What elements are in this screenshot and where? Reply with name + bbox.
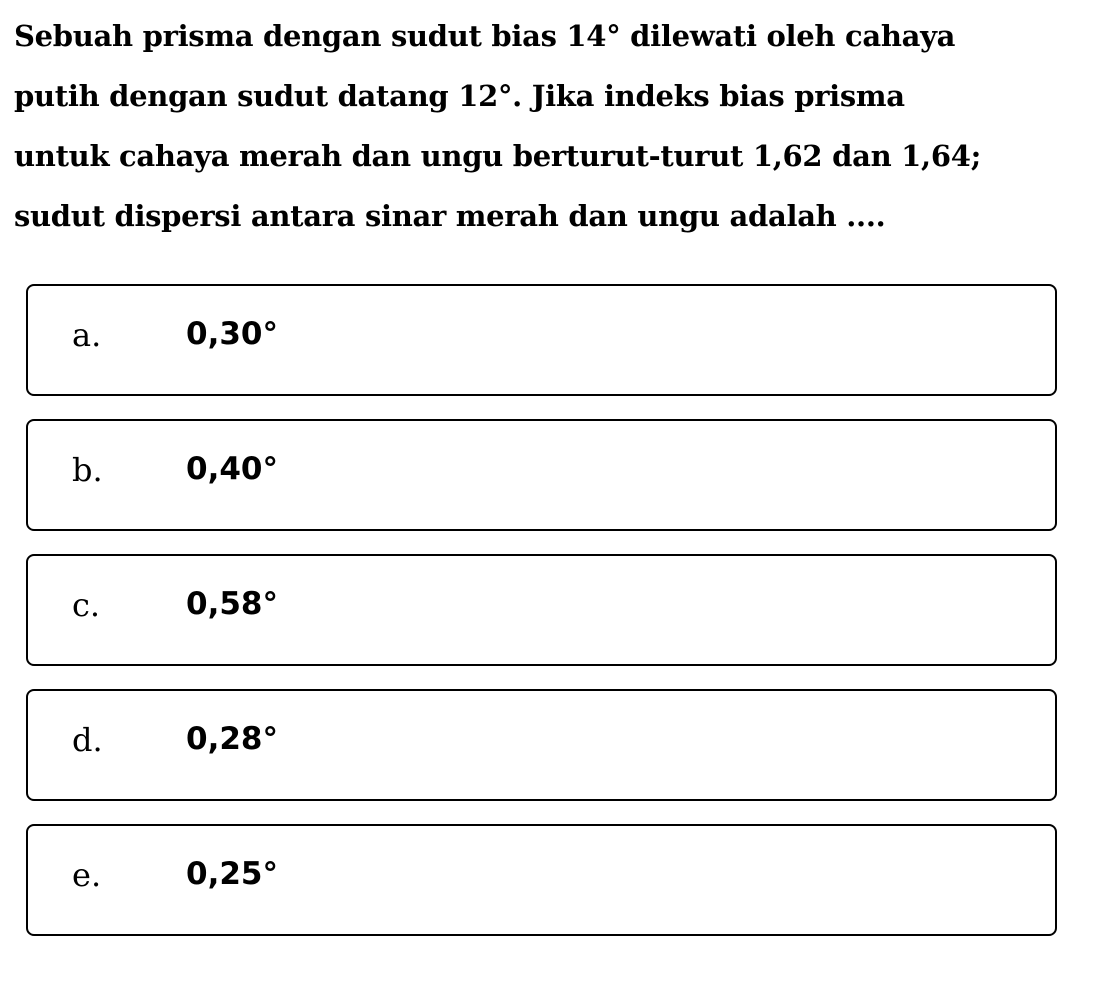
option-value: 0,40° [186, 451, 278, 487]
question-line: sudut dispersi antara sinar merah dan ungu adalah .... [14, 199, 886, 233]
answer-options [26, 284, 1057, 959]
option-e[interactable] [26, 824, 1057, 936]
option-letter: c. [72, 586, 101, 624]
question-line: untuk cahaya merah dan ungu berturut-turut 1,62 dan 1,64; [14, 139, 981, 173]
question-text [14, 6, 1094, 246]
option-value: 0,28° [186, 721, 278, 757]
question-line: Sebuah prisma dengan sudut bias 14° dilewati oleh cahaya [14, 19, 956, 53]
option-letter: b. [72, 451, 103, 489]
option-letter: a. [72, 316, 102, 354]
option-value: 0,58° [186, 586, 278, 622]
option-b[interactable] [26, 419, 1057, 531]
option-letter: e. [72, 856, 102, 894]
option-a[interactable] [26, 284, 1057, 396]
option-value: 0,25° [186, 856, 278, 892]
option-c[interactable] [26, 554, 1057, 666]
question-line: putih dengan sudut datang 12°. Jika indeks bias prisma [14, 79, 905, 113]
option-d[interactable] [26, 689, 1057, 801]
option-value: 0,30° [186, 316, 278, 352]
option-letter: d. [72, 721, 103, 759]
